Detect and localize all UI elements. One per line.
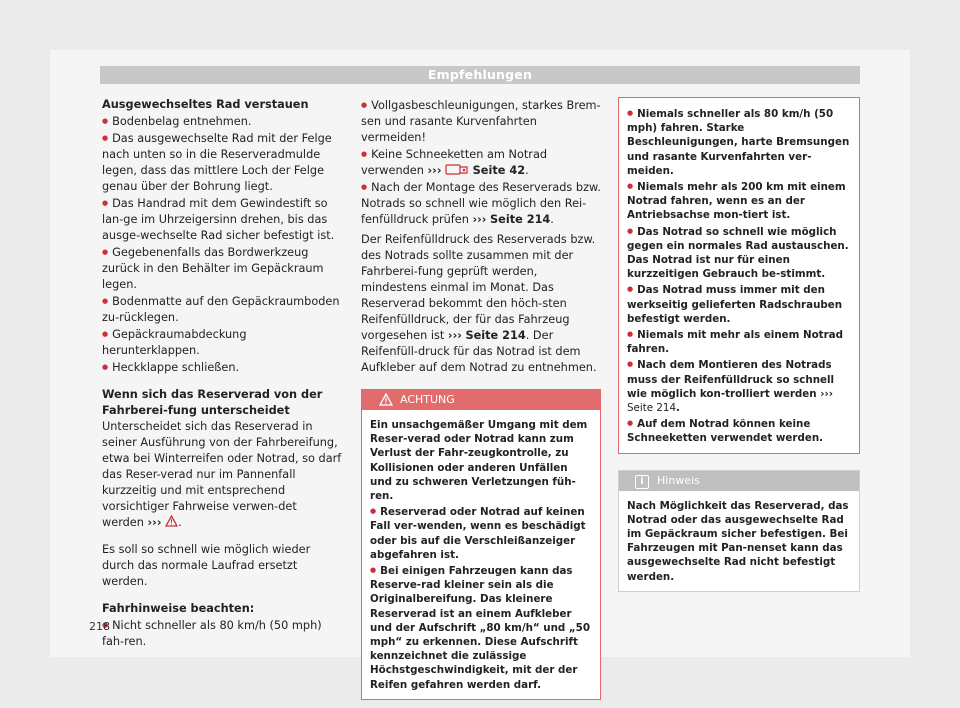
- info-icon: i: [635, 475, 649, 489]
- warning-header: [362, 390, 600, 410]
- note-title: Hinweis: [657, 473, 700, 487]
- warning-triangle-icon: [379, 393, 393, 406]
- warning-box-continued: [618, 97, 860, 454]
- warning-triangle-icon: [165, 515, 178, 527]
- column-3: [618, 97, 860, 592]
- column-1: [102, 97, 342, 650]
- section-header: Empfehlungen: [100, 66, 860, 84]
- list-item: ● Nach der Montage des Reserverads bzw. Notrads so schnell wie möglich den Rei-fenfülldruck prüfen ››› Seite 214.: [361, 179, 601, 228]
- list-item: ● Bodenbelag entnehmen.: [102, 113, 342, 130]
- reference-arrow[interactable]: ›››: [147, 516, 162, 529]
- heading-spare-differs: Wenn sich das Reserverad von der Fahrberei-fung unterscheidet: [102, 388, 323, 417]
- note-box: [618, 470, 860, 592]
- list-item: ● Das Notrad so schnell wie möglich gegen ein normales Rad austauschen. Das Notrad ist nur für einen kurzzeitigen Gebrauch be-stimmt.: [627, 224, 851, 282]
- reference-arrow[interactable]: ›››: [447, 329, 462, 342]
- list-item: ● Auf dem Notrad können keine Schneeketten verwendet werden.: [627, 416, 851, 445]
- note-header: [619, 471, 859, 491]
- list-item: ● Gepäckraumabdeckung herunterklappen.: [102, 326, 342, 359]
- list-item: ● Niemals mehr als 200 km mit einem Notrad fahren, wenn es an der Antriebsachse mon-tiert ist.: [627, 179, 851, 223]
- heading-stow-wheel: Ausgewechseltes Rad verstauen: [102, 98, 309, 111]
- list-item: ● Das ausgewechselte Rad mit der Felge nach unten so in die Reserveradmulde legen, dass das mittlere Loch der Felge genau über der Bohrung liegt.: [102, 130, 342, 195]
- note-text: Nach Möglichkeit das Reserverad, das Notrad oder das ausgewechselte Rad im Gepäckraum sicher befestigen. Bei Fahrzeugen mit Pan-nenset kann das ausgewechselte Rad nicht befestigt werden.: [627, 499, 849, 583]
- paragraph: Es soll so schnell wie möglich wieder durch das normale Laufrad ersetzt werden.: [102, 543, 311, 588]
- warning-body: [619, 98, 859, 453]
- list-item: ● Bei einigen Fahrzeugen kann das Reserve-rad kleiner sein als die Originalbereifung. Das kleinere Reserverad ist an einem Aufkleber und der Aufschrift „80 km/h“ und „50 mph“ zu erkennen. Diese Aufschrift kennzeichnet die zulässige Höchstgeschwindigkeit, mit der der Reifen gefahren werden darf.: [370, 563, 592, 692]
- list-item: ● Vollgasbeschleunigungen, starkes Brem-sen und rasante Kurvenfahrten vermeiden!: [361, 97, 601, 146]
- list-item: ● Reserverad oder Notrad auf keinen Fall ver-wenden, wenn es beschädigt oder bis auf die Verschleißanzeiger abgefahren ist.: [370, 504, 592, 562]
- reference-arrow[interactable]: ›››: [820, 387, 833, 400]
- reference-arrow[interactable]: ›››: [472, 213, 487, 226]
- paragraph: Der Reifenfülldruck des Reserverads bzw. des Notrads sollte zusammen mit der Fahrberei-fung geprüft werden, mindestens einmal im Monat. Das Reserverad bekommt den höch-sten Reifenfülldruck, der für das Fahrzeug vorgesehen ist ››› Seite 214. Der Reifenfüll-druck für das Notrad ist dem Aufkleber auf dem Notrad zu entnehmen.: [361, 233, 597, 374]
- list-item: ● Bodenmatte auf den Gepäckraumboden zu-rücklegen.: [102, 293, 342, 326]
- list-item: ● Keine Schneeketten am Notrad verwenden ››› Seite 42.: [361, 146, 601, 179]
- reference-arrow[interactable]: ›››: [427, 164, 442, 177]
- page-reference[interactable]: Seite 42: [472, 164, 526, 177]
- list-item: ● Nicht schneller als 80 km/h (50 mph) fah-ren.: [102, 617, 342, 650]
- note-body: [619, 491, 859, 591]
- page-number: 218: [89, 620, 110, 633]
- list-item: ● Heckklappe schließen.: [102, 359, 342, 376]
- heading-driving-notes: Fahrhinweise beachten:: [102, 602, 255, 615]
- warning-intro: Ein unsachgemäßer Umgang mit dem Reser-verad oder Notrad kann zum Verlust der Fahr-zeugkontrolle, zu Kollisionen oder anderen Unfällen und zu schweren Verletzungen füh-ren.: [370, 419, 588, 503]
- list-item: ● Nach dem Montieren des Notrads muss der Reifenfülldruck so schnell wie möglich kon-trolliert werden ››› Seite 214.: [627, 357, 851, 415]
- list-item: ● Niemals mit mehr als einem Notrad fahren.: [627, 327, 851, 356]
- list-item: ● Gegebenenfalls das Bordwerkzeug zurück in den Behälter im Gepäckraum legen.: [102, 244, 342, 293]
- paragraph: Unterscheidet sich das Reserverad in seiner Ausführung von der Fahrbereifung, etwa bei Winterreifen oder Notrad, so darf das Reser-verad nur im Pannenfall kurzzeitig und mit entsprechend vorsichtiger Fahrweise verwen-det werden ››› .: [102, 420, 342, 529]
- car-manual-icon: [445, 164, 469, 175]
- warning-title: ACHTUNG: [400, 393, 455, 406]
- column-2: [361, 97, 601, 700]
- warning-body: [362, 410, 600, 699]
- list-item: ● Niemals schneller als 80 km/h (50 mph) fahren. Starke Beschleunigungen, harte Bremsungen und rasante Kurvenfahrten ver-meiden.: [627, 106, 851, 178]
- list-item: ● Das Notrad muss immer mit den werkseitig gelieferten Radschrauben befestigt werden.: [627, 282, 851, 326]
- page-reference[interactable]: Seite 214: [490, 213, 551, 226]
- warning-box: [361, 389, 601, 700]
- page-reference[interactable]: Seite 214: [465, 329, 526, 342]
- list-item: ● Das Handrad mit dem Gewindestift so lan-ge im Uhrzeigersinn drehen, bis das ausge-wechselte Rad sicher befestigt ist.: [102, 195, 342, 244]
- page-reference[interactable]: Seite 214: [627, 402, 677, 415]
